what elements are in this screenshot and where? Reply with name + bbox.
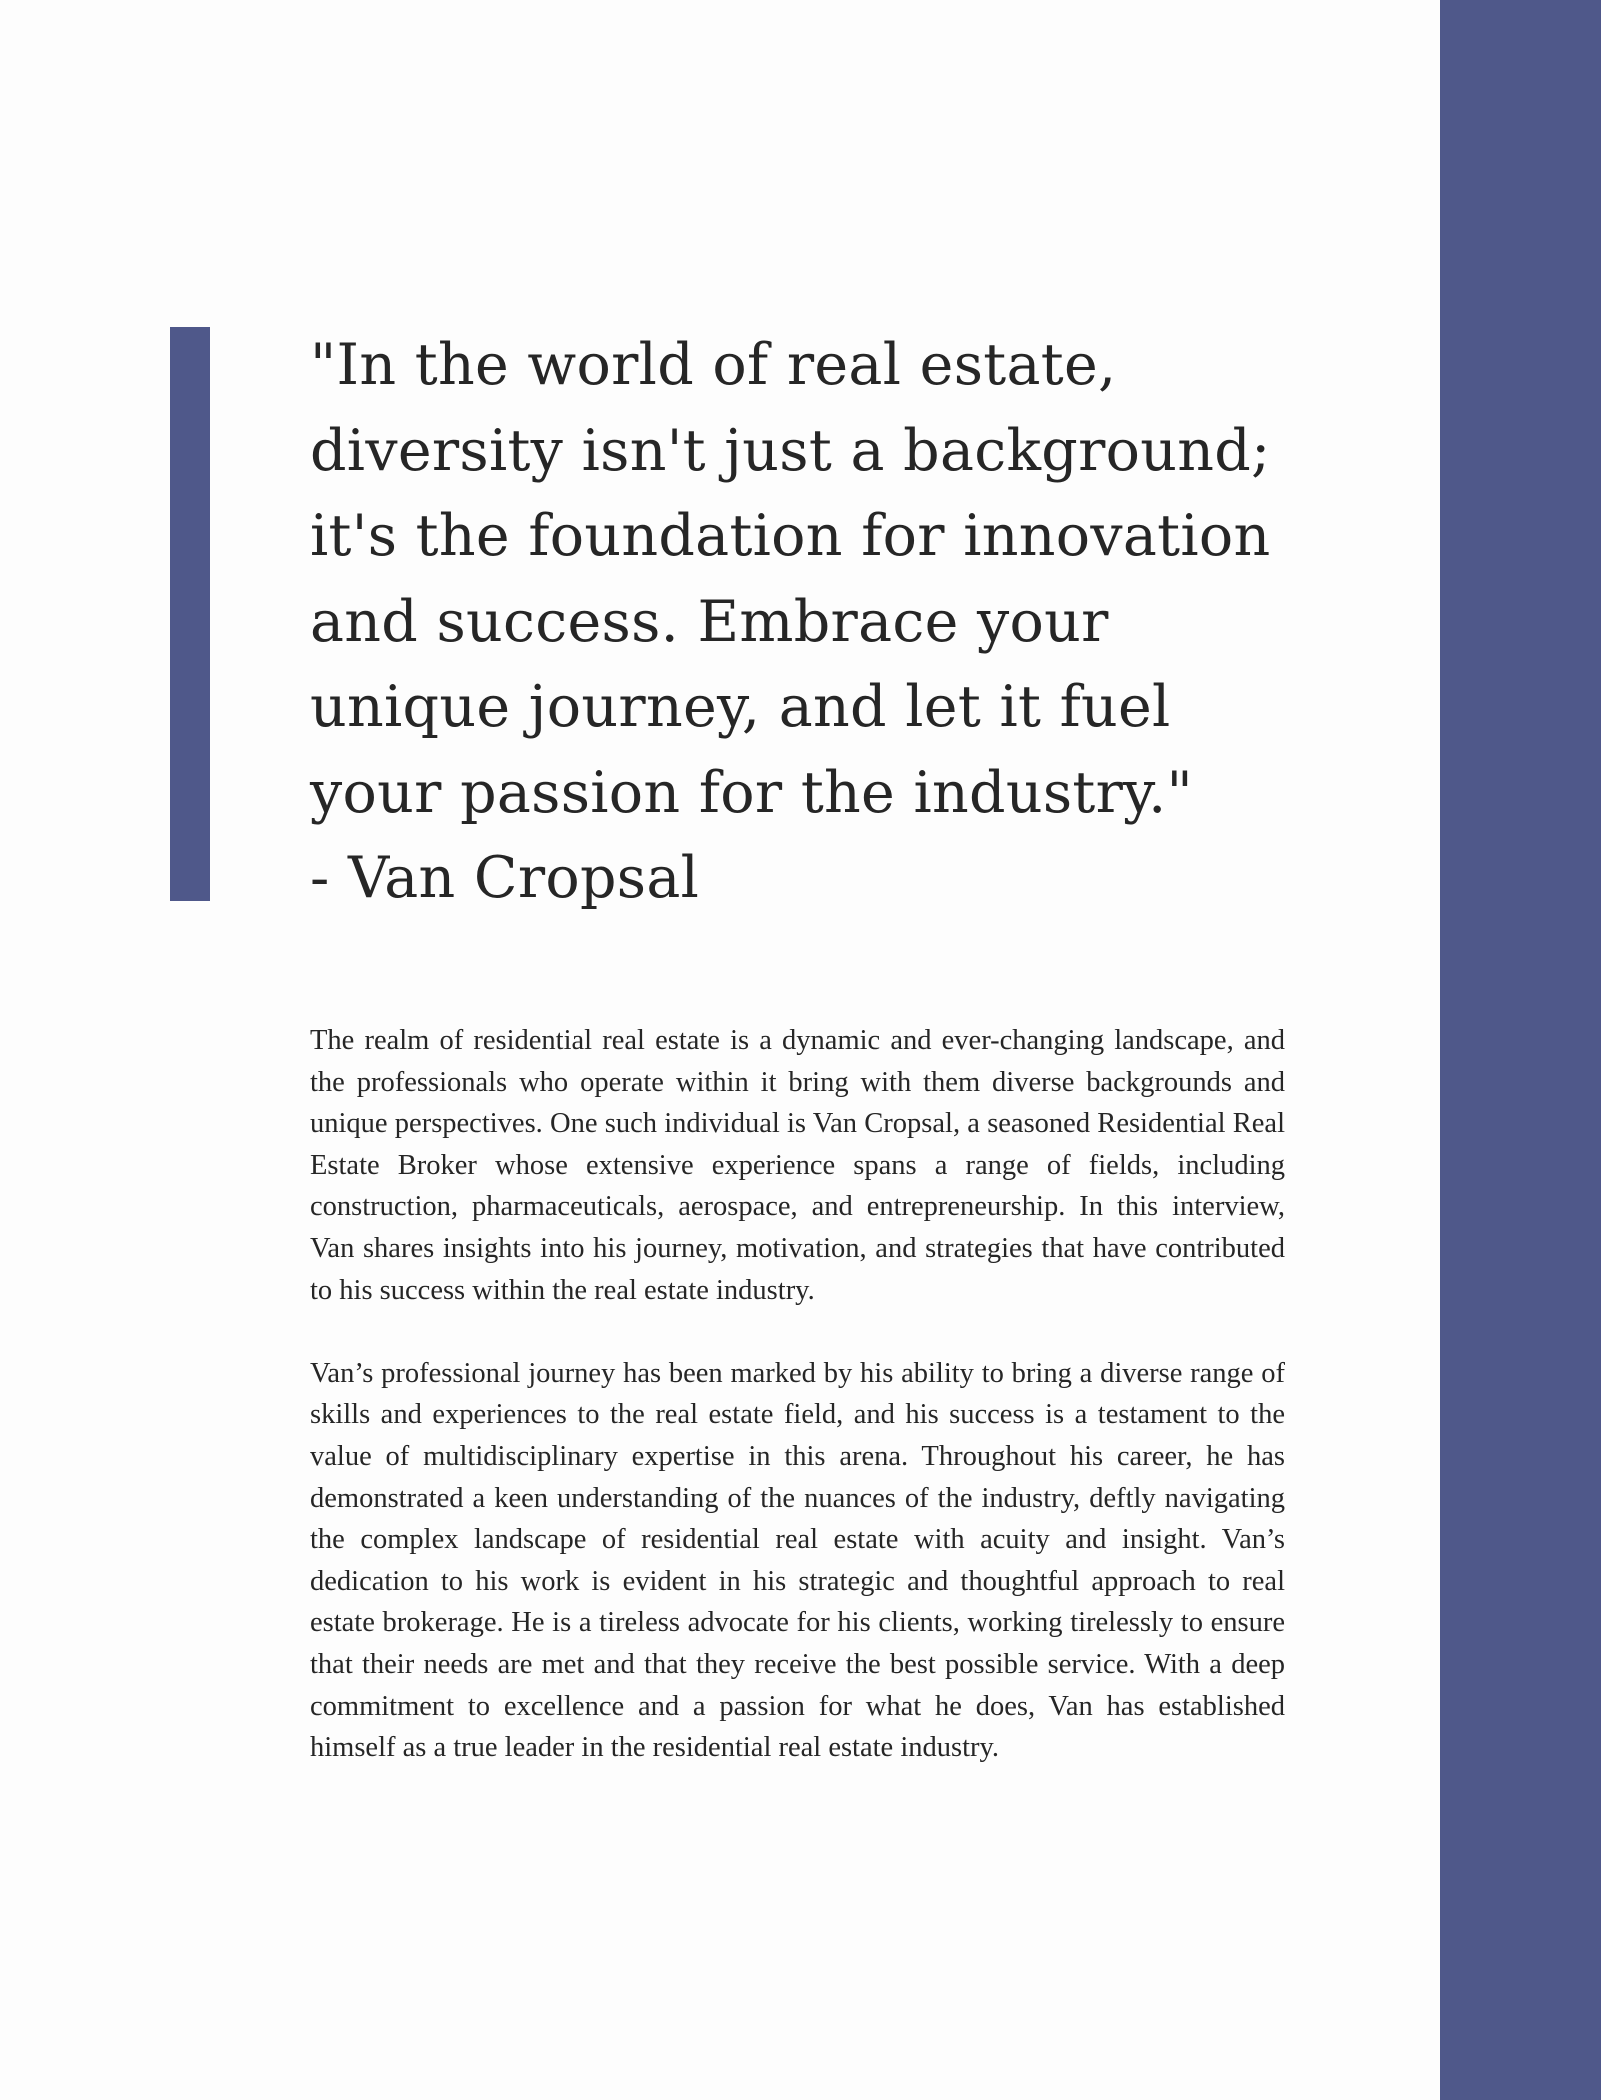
- right-accent-band: [1440, 0, 1601, 2100]
- quote-line: and success. Embrace your: [310, 588, 1109, 655]
- pull-quote: [310, 323, 1320, 922]
- body-paragraph: The realm of residential real estate is a dynamic and ever-changing landscape, and the professionals who operate within it bring with them diverse backgrounds and unique perspectives. One such individual is Van Cropsal, a seasoned Residential Real Estate Broker whose extensive experience spans a range of fields, including construction, pharmaceuticals, aerospace, and entrepreneurship. In this interview, Van shares insights into his journey, motivation, and strategies that have contributed to his success within the real estate industry.: [310, 1025, 1285, 1306]
- article-body: [310, 1020, 1285, 1810]
- quote-line: "In the world of real estate,: [310, 332, 1117, 398]
- body-paragraph: Van’s professional journey has been marked by his ability to bring a diverse range of skills and experiences to the real estate field, and his success is a testament to the value of multidisciplinary expertise in this arena. Throughout his career, he has demonstrated a keen understanding of the nuances of the industry, deftly navigating the complex landscape of residential real estate with acuity and insight. Van’s dedication to his work is evident in his strategic and thoughtful approach to real estate brokerage. He is a tireless advocate for his clients, working tirelessly to ensure that their needs are met and that they receive the best possible service. With a deep commitment to excellence and a passion for what he does, Van has established himself as a true leader in the residential real estate industry.: [310, 1357, 1285, 1764]
- quote-accent-bar: [170, 327, 210, 901]
- quote-attribution: - Van Cropsal: [310, 845, 700, 911]
- quote-line: your passion for the industry.": [310, 759, 1194, 826]
- quote-line: unique journey, and let it fuel: [310, 674, 1171, 740]
- quote-line: diversity isn't just a background;: [310, 417, 1271, 484]
- quote-line: it's the foundation for innovation: [310, 503, 1271, 569]
